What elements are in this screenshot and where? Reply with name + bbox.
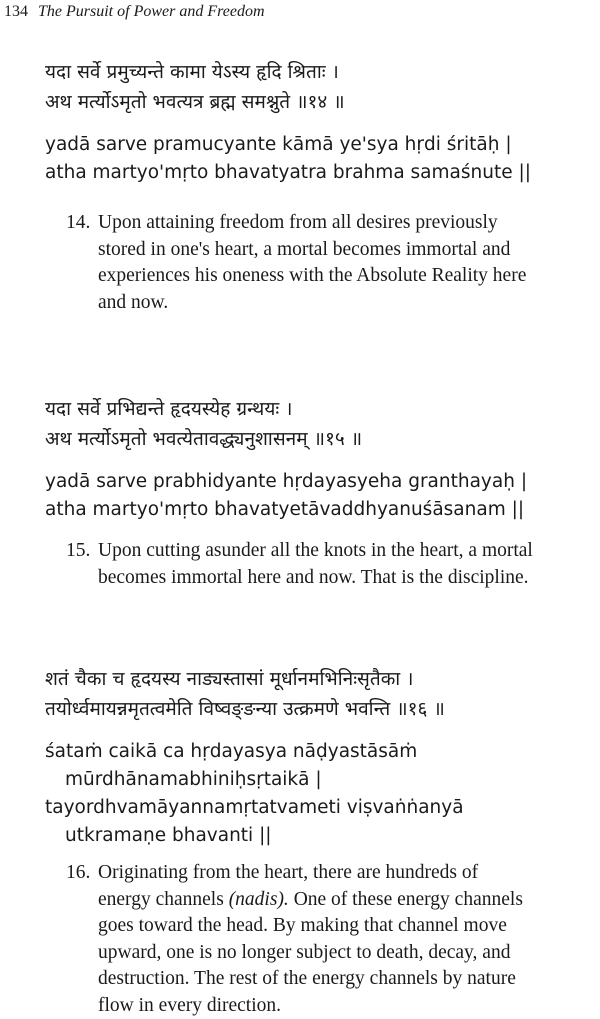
verse-number: 15.	[66, 538, 90, 565]
translation-line: stored in one's heart, a mortal becomes immortal and	[66, 237, 526, 264]
translation-text: energy channels	[98, 889, 229, 910]
transliteration-line: yadā sarve pramucyante kāmā ye'sya hṛdi śritāḥ |	[45, 131, 531, 159]
sanskrit-line: शतं चैका च हृदयस्य नाड्यस्तासां मूर्धानमभिनिःसृतैका ।	[45, 664, 464, 694]
verse-15	[45, 394, 527, 524]
running-title: The Pursuit of Power and Freedom	[38, 3, 265, 20]
translation-line: Upon cutting asunder all the knots in the heart, a mortal	[66, 538, 533, 565]
italic-term: (nadis).	[229, 889, 289, 910]
transliteration-line: śataṁ caikā ca hṛdayasya nāḍyastāsāṁ	[45, 738, 464, 766]
sanskrit-line: यदा सर्वे प्रमुच्यन्ते कामा येऽस्य हृदि श्रिताः ।	[45, 57, 531, 87]
translation-text: One of these energy channels	[289, 889, 523, 910]
transliteration-line: atha martyo'mṛto bhavatyatra brahma samaśnute ||	[45, 159, 531, 187]
translation-line: Originating from the heart, there are hundreds of	[66, 860, 523, 887]
translation-line: upward, one is no longer subject to death, decay, and	[66, 940, 523, 967]
verse-16	[45, 664, 464, 850]
sanskrit-line: अथ मर्त्योऽमृतो भवत्यत्र ब्रह्म समश्नुते ॥१४ ॥	[45, 87, 531, 117]
translation-line: goes toward the head. By making that channel move	[66, 913, 523, 940]
transliteration-line: tayordhvamāyannamṛtatvameti viṣvaṅṅanyā	[45, 794, 464, 822]
translation-15	[66, 538, 533, 591]
sanskrit-line: यदा सर्वे प्रभिद्यन्ते हृदयस्येह ग्रन्थयः ।	[45, 394, 527, 424]
translation-line: becomes immortal here and now. That is the discipline.	[66, 565, 533, 592]
translation-line: experiences his oneness with the Absolute Reality here	[66, 263, 526, 290]
sanskrit-line: तयोर्ध्वमायन्नमृतत्वमेति विष्वङ्ङन्या उत्क्रमणे भवन्ति ॥१६ ॥	[45, 694, 464, 724]
sanskrit-line: अथ मर्त्योऽमृतो भवत्येतावद्ध्यनुशासनम् ॥१५ ॥	[45, 424, 527, 454]
translation-line: Upon attaining freedom from all desires previously	[66, 210, 526, 237]
transliteration-line: utkramaṇe bhavanti ||	[45, 822, 464, 850]
transliteration-line: yadā sarve prabhidyante hṛdayasyeha granthayaḥ |	[45, 468, 527, 496]
verse-number: 14.	[66, 210, 90, 237]
running-header	[4, 2, 265, 22]
translation-14	[66, 210, 526, 316]
verse-number: 16.	[66, 860, 90, 887]
translation-line: and now.	[66, 290, 526, 317]
page-number: 134	[4, 3, 28, 20]
translation-line: flow in every direction.	[66, 993, 523, 1019]
verse-14	[45, 57, 531, 187]
translation-16	[66, 860, 523, 1019]
transliteration-line: mūrdhānamabhiniḥsṛtaikā |	[45, 766, 464, 794]
translation-line	[66, 887, 523, 914]
translation-line: destruction. The rest of the energy channels by nature	[66, 966, 523, 993]
transliteration-line: atha martyo'mṛto bhavatyetāvaddhyanuśāsanam ||	[45, 496, 527, 524]
